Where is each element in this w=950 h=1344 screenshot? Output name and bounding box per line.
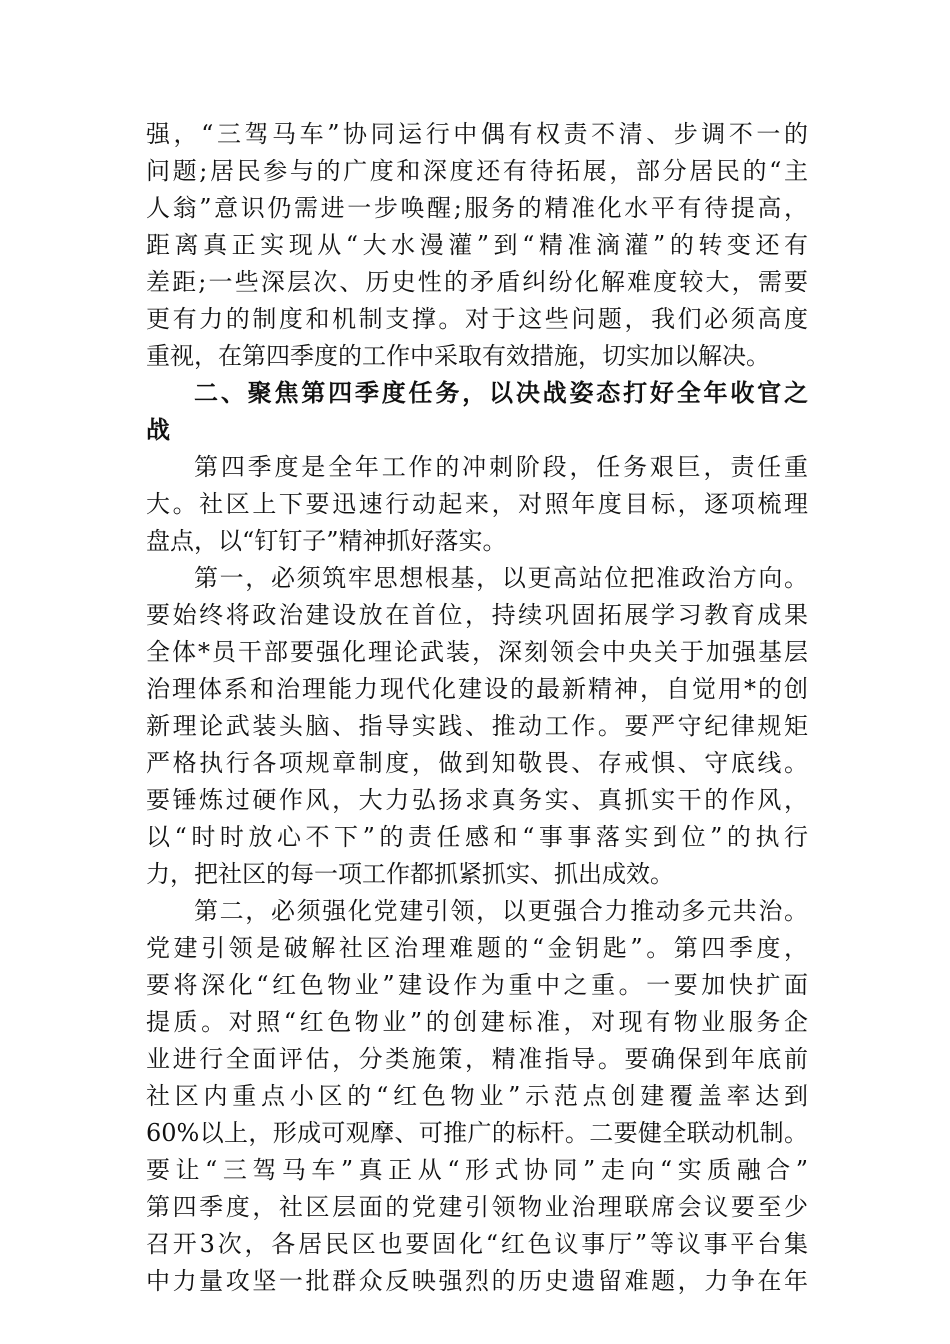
text-line: 力，把社区的每一项工作都抓紧抓实、抓出成效。 <box>146 860 674 888</box>
text-line: 新理论武装头脑、指导实践、推动工作。要严守纪律规矩 <box>146 712 808 740</box>
text-line: 严格执行各项规章制度，做到知敬畏、存戒惧、守底线。 <box>146 749 808 777</box>
text-line: 召开3次，各居民区也要固化“红色议事厅”等议事平台集 <box>146 1230 808 1258</box>
text-line: 要将深化“红色物业”建设作为重中之重。一要加快扩面 <box>146 971 808 999</box>
intro-paragraph <box>146 116 808 375</box>
text-line: 第二，必须强化党建引领，以更强合力推动多元共治。 <box>194 897 808 925</box>
text-line: 社区内重点小区的“红色物业”示范点创建覆盖率达到 <box>146 1082 808 1110</box>
heading-line: 战 <box>146 416 170 444</box>
text-line: 业进行全面评估，分类施策，精准指导。要确保到年底前 <box>146 1045 808 1073</box>
text-line: 重视，在第四季度的工作中采取有效措施，切实加以解决。 <box>146 342 770 370</box>
paragraph-fourth-quarter <box>146 449 808 560</box>
text-line: 第四季度，社区层面的党建引领物业治理联席会议要至少 <box>146 1193 808 1221</box>
section-heading <box>146 375 808 449</box>
text-line: 要始终将政治建设放在首位，持续巩固拓展学习教育成果 <box>146 601 808 629</box>
text-line: 差距;一些深层次、历史性的矛盾纠纷化解难度较大，需要 <box>146 268 808 296</box>
document-page <box>146 116 808 1300</box>
text-line: 以“时时放心不下”的责任感和“事事落实到位”的执行 <box>146 823 808 851</box>
text-line: 大。社区上下要迅速行动起来，对照年度目标，逐项梳理 <box>146 490 808 518</box>
text-line: 盘点，以“钉钉子”精神抓好落实。 <box>146 527 507 555</box>
text-line: 提质。对照“红色物业”的创建标准，对现有物业服务企 <box>146 1008 808 1036</box>
text-line: 全体*员干部要强化理论武装，深刻领会中央关于加强基层 <box>146 638 808 666</box>
text-line: 中力量攻坚一批群众反映强烈的历史遗留难题，力争在年 <box>146 1267 808 1295</box>
text-line: 要锤炼过硬作风，大力弘扬求真务实、真抓实干的作风， <box>146 786 808 814</box>
text-line: 60%以上，形成可观摩、可推广的标杆。二要健全联动机制。 <box>146 1119 808 1147</box>
text-line: 距离真正实现从“大水漫灌”到“精准滴灌”的转变还有 <box>146 231 808 259</box>
text-line: 要让“三驾马车”真正从“形式协同”走向“实质融合” <box>146 1156 808 1184</box>
text-line: 问题;居民参与的广度和深度还有待拓展，部分居民的“主 <box>146 157 808 185</box>
text-line: 人翁”意识仍需进一步唤醒;服务的精准化水平有待提高， <box>146 194 808 222</box>
heading-line: 二、聚焦第四季度任务，以决战姿态打好全年收官之 <box>194 379 808 407</box>
text-line: 党建引领是破解社区治理难题的“金钥匙”。第四季度， <box>146 934 808 962</box>
text-line: 第一，必须筑牢思想根基，以更高站位把准政治方向。 <box>194 564 808 592</box>
text-line: 更有力的制度和机制支撑。对于这些问题，我们必须高度 <box>146 305 808 333</box>
text-line: 强，“三驾马车”协同运行中偶有权责不清、步调不一的 <box>146 120 808 148</box>
text-line: 第四季度是全年工作的冲刺阶段，任务艰巨，责任重 <box>194 453 808 481</box>
paragraph-first-point <box>146 560 808 893</box>
paragraph-second-point <box>146 893 808 1300</box>
text-line: 治理体系和治理能力现代化建设的最新精神，自觉用*的创 <box>146 675 808 703</box>
